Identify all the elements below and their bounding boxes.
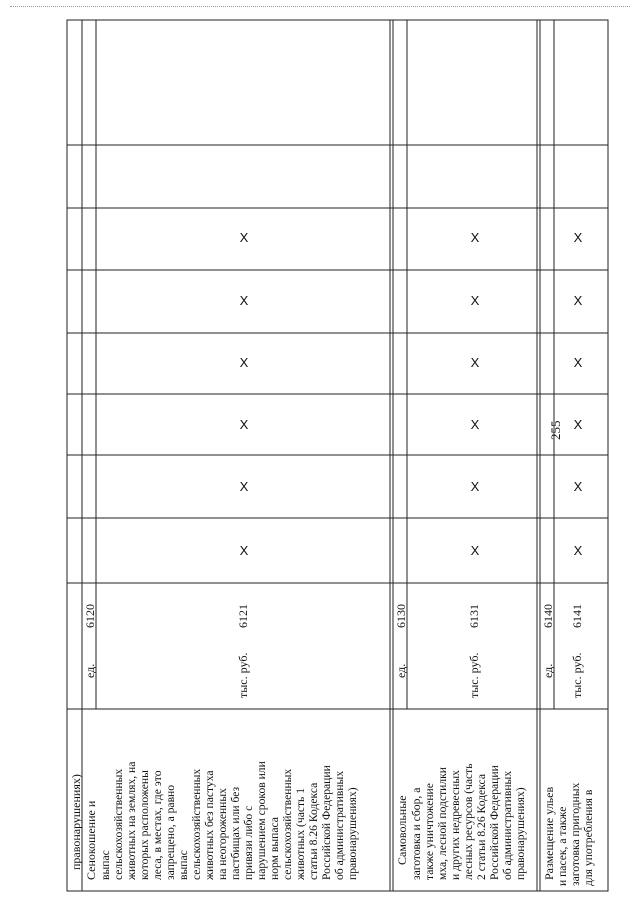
description-line: правонарушениях) [514,787,527,880]
x-mark: X [239,479,249,494]
unit-label: ед. [83,663,97,678]
description-line: нарушением сроков или [255,761,268,880]
unit-label: ед. [541,663,555,678]
x-mark: X [573,417,583,432]
description-line: норм выпаса [268,817,281,880]
description-line: Российской Федерации [488,765,501,880]
x-mark: X [573,355,583,370]
description-line: лесных ресурсов (часть [462,763,475,880]
description-line: животных на землях, на [125,761,138,880]
description-line: мха, лесной подстилки [436,767,449,880]
row-code: 6120 [83,604,97,628]
x-mark: X [573,543,583,558]
description-line: об административных [501,770,514,880]
description-line: запрещено, а равно [164,784,177,880]
description-line: выпас [177,850,190,880]
x-mark: X [239,230,249,245]
x-mark: X [470,479,480,494]
section-title: Сенокошение и [84,800,98,880]
unit-label: тыс. руб. [467,652,481,698]
x-mark: X [470,355,480,370]
x-mark: X [470,543,480,558]
section-description [410,763,527,880]
section-title: Самовольные [395,795,409,865]
x-mark: X [239,355,249,370]
x-mark: X [239,417,249,432]
description-line: сельскохозяйственных [190,768,203,880]
description-line: заготовка и сбор, а [410,787,423,880]
page-number: 255 [548,420,563,440]
description-line: сельскохозяйственных [112,768,125,880]
description-line: 2 статьи 8.26 Кодекса [475,774,488,880]
unit-label: ед. [394,663,408,678]
row-code: 6130 [394,604,408,628]
description-line: выпас [99,850,112,880]
description-line: сельскохозяйственных [281,768,294,880]
description-line: которых расположены [138,770,151,880]
carryover-text: правонарушениях) [69,774,83,870]
x-mark: X [239,293,249,308]
description-line: заготовка пригодных [569,782,582,886]
x-mark: X [573,293,583,308]
row-code: 6121 [236,604,250,628]
description-line: статьи 8.26 Кодекса [307,782,320,880]
x-mark: X [239,543,249,558]
section-description [99,761,359,880]
description-line: привязи либо с [242,805,255,880]
description-line: животных (часть 1 [294,787,307,880]
description-line: для употребления в [582,789,595,886]
row-code: 6140 [541,604,555,628]
description-line: правонарушениях) [346,787,359,880]
section-description [556,783,595,886]
description-line: пастбищах или без [229,786,242,880]
unit-label: тыс. руб. [570,652,584,698]
description-line: об административных [333,770,346,880]
description-line: животных без пастуха [203,770,216,880]
x-mark: X [470,230,480,245]
description-line: и других недревесных [449,770,462,880]
description-line: леса, в местах, где это [151,770,164,880]
x-mark: X [470,293,480,308]
row-code: 6141 [570,604,584,628]
x-mark: X [573,479,583,494]
section-title: Размещение ульев [542,786,556,880]
x-mark: X [573,230,583,245]
description-line: на неогороженных [216,788,229,880]
row-code: 6131 [467,604,481,628]
x-mark: X [470,417,480,432]
description-line: также уничтожение [423,783,436,880]
description-line: и пасек, а также [556,806,569,886]
unit-label: тыс. руб. [236,652,250,698]
description-line: Российской Федерации [320,765,333,880]
